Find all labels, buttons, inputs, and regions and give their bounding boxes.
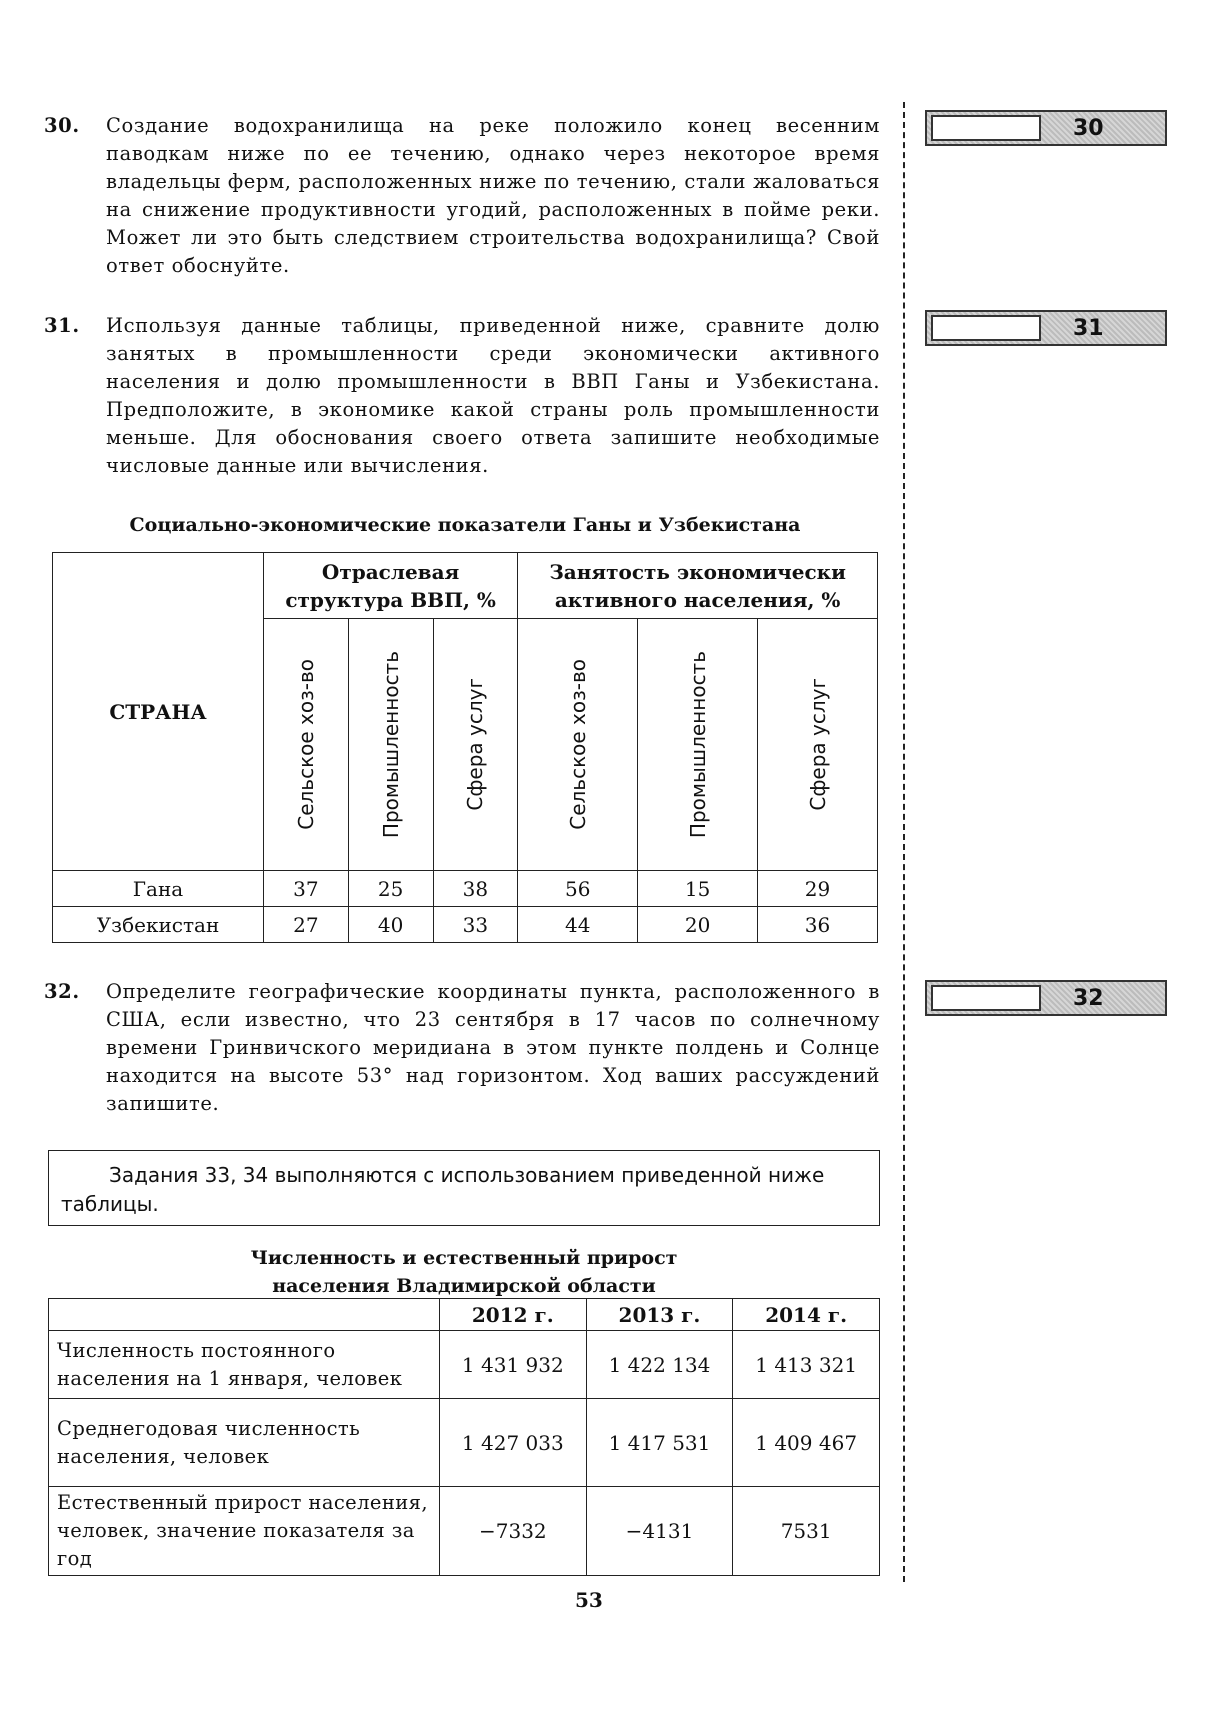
subheader: Промышленность <box>348 619 433 871</box>
caption-line: Численность и естественный прирост <box>250 1247 678 1269</box>
value-cell: 15 <box>638 871 758 907</box>
question-number: 31. <box>44 314 80 337</box>
value-cell: 40 <box>348 907 433 943</box>
value-cell: 36 <box>758 907 878 943</box>
cut-line <box>903 102 905 1582</box>
value-cell: 37 <box>264 871 349 907</box>
marker-number: 30 <box>1073 116 1104 141</box>
question-text: Создание водохранилища на реке положило конец весенним паводкам ниже по ее течению, однако через некоторое время владельцы ферм, расположенных ниже по течению, стали жаловаться на снижение продуктивности угодий, расположенных в пойме реки. Может ли это быть следствием строительства водохранилища? Свой ответ обоснуйте. <box>106 114 880 277</box>
page-number: 53 <box>575 1588 603 1612</box>
subheader: Сфера услуг <box>758 619 878 871</box>
value-cell: 27 <box>264 907 349 943</box>
table-row <box>53 871 878 907</box>
answer-box[interactable] <box>931 115 1041 141</box>
subheader: Сельское хоз-во <box>264 619 349 871</box>
row-label: Среднегодовая численность населения, человек <box>49 1399 440 1487</box>
year-header: 2013 г. <box>586 1299 733 1331</box>
country-cell: Гана <box>53 871 264 907</box>
value-cell: 25 <box>348 871 433 907</box>
table2-caption <box>48 1244 880 1300</box>
question-text: Используя данные таблицы, приведенной ниже, сравните долю занятых в промышленности среди экономически активного населения и долю промышленности в ВВП Ганы и Узбекистана. Предположите, в экономике какой страны роль промышленности меньше. Для обоснования своего ответа запишите необходимые числовые данные или вычисления. <box>106 314 880 477</box>
value-cell: −7332 <box>440 1487 587 1576</box>
answer-marker-32 <box>925 980 1167 1016</box>
marker-number: 31 <box>1073 316 1104 341</box>
population-table <box>48 1298 880 1576</box>
table-row <box>49 1487 880 1576</box>
country-cell: Узбекистан <box>53 907 264 943</box>
value-cell: −4131 <box>586 1487 733 1576</box>
instruction-text: Задания 33, 34 выполняются с использованием приведенной ниже таблицы. <box>61 1163 825 1216</box>
value-cell: 56 <box>518 871 638 907</box>
value-cell: 1 427 033 <box>440 1399 587 1487</box>
year-header: 2014 г. <box>733 1299 880 1331</box>
question-30 <box>44 112 880 280</box>
value-cell: 1 409 467 <box>733 1399 880 1487</box>
country-header: СТРАНА <box>53 553 264 871</box>
subheader: Сельское хоз-во <box>518 619 638 871</box>
table-row <box>49 1331 880 1399</box>
socioeconomic-table <box>52 552 878 943</box>
instruction-box <box>48 1150 880 1226</box>
value-cell: 38 <box>433 871 518 907</box>
row-label: Численность постоянного населения на 1 января, человек <box>49 1331 440 1399</box>
answer-box[interactable] <box>931 315 1041 341</box>
question-text: Определите географические координаты пункта, расположенного в США, если известно, что 23 сентября в 17 часов по солнечному времени Гринвичского меридиана в этом пункте полдень и Солнце находится на высоте 53° над горизонтом. Ход ваших рассуждений запишите. <box>106 980 880 1115</box>
gdp-structure-header: Отраслевая структура ВВП, % <box>264 553 518 619</box>
row-label: Естественный прирост населения, человек, значение показателя за год <box>49 1487 440 1576</box>
value-cell: 1 417 531 <box>586 1399 733 1487</box>
year-header: 2012 г. <box>440 1299 587 1331</box>
answer-marker-31 <box>925 310 1167 346</box>
marker-number: 32 <box>1073 986 1104 1011</box>
answer-box[interactable] <box>931 985 1041 1011</box>
value-cell: 7531 <box>733 1487 880 1576</box>
caption-line: населения Владимирской области <box>272 1275 656 1297</box>
question-number: 30. <box>44 114 80 137</box>
value-cell: 33 <box>433 907 518 943</box>
value-cell: 44 <box>518 907 638 943</box>
question-31 <box>44 312 880 480</box>
answer-marker-30 <box>925 110 1167 146</box>
table-row <box>49 1399 880 1487</box>
table-row <box>53 907 878 943</box>
value-cell: 1 422 134 <box>586 1331 733 1399</box>
subheader: Сфера услуг <box>433 619 518 871</box>
value-cell: 29 <box>758 871 878 907</box>
value-cell: 1 413 321 <box>733 1331 880 1399</box>
employment-header: Занятость экономически активного населения, % <box>518 553 878 619</box>
table1-caption: Социально-экономические показатели Ганы и Узбекистана <box>129 514 801 536</box>
question-32 <box>44 978 880 1118</box>
value-cell: 20 <box>638 907 758 943</box>
subheader: Промышленность <box>638 619 758 871</box>
empty-header <box>49 1299 440 1331</box>
question-number: 32. <box>44 980 80 1003</box>
value-cell: 1 431 932 <box>440 1331 587 1399</box>
